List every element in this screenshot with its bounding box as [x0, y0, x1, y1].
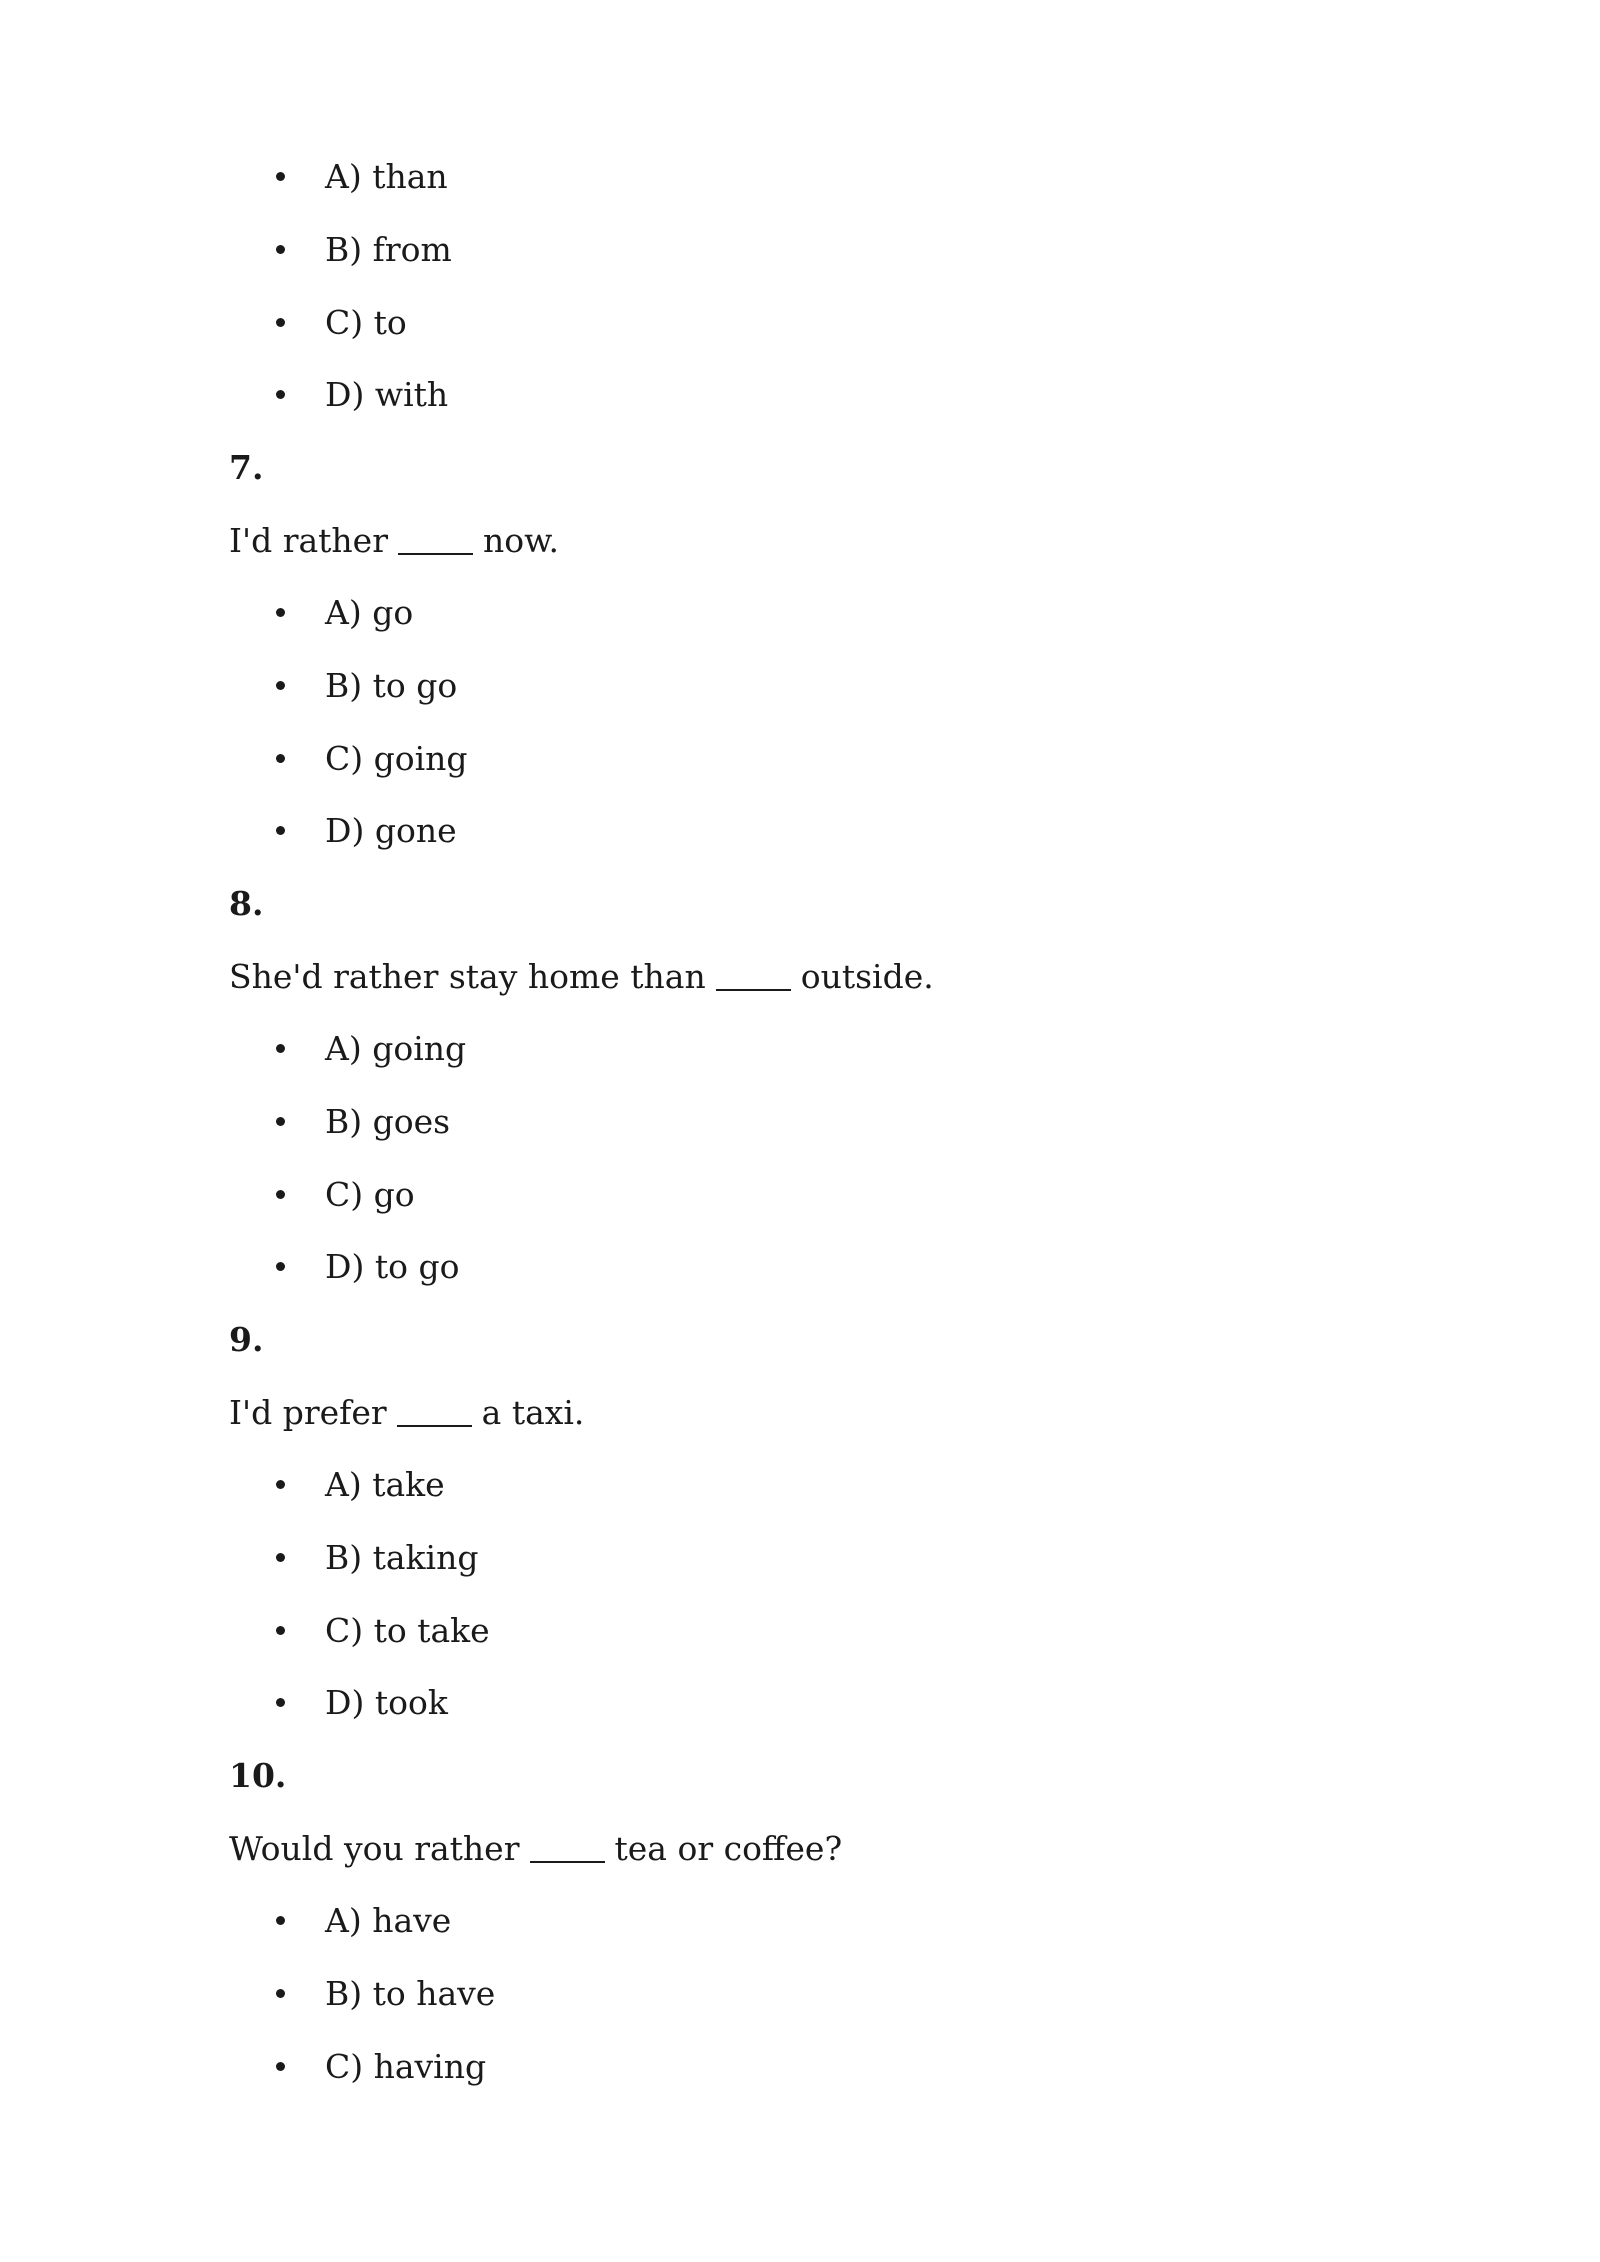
option-label: C) to	[325, 302, 407, 342]
bullet-icon	[276, 1262, 285, 1271]
bullet-icon	[276, 1044, 285, 1053]
question-number: 10.	[229, 1755, 287, 1795]
bullet-icon	[276, 1190, 285, 1199]
answer-blank	[716, 961, 791, 991]
bullet-icon	[276, 681, 285, 690]
option-label: D) took	[325, 1682, 448, 1722]
option-label: C) having	[325, 2046, 487, 2086]
bullet-icon	[276, 608, 285, 617]
list-item	[0, 800, 1600, 860]
question-text	[0, 946, 1600, 1006]
bullet-icon	[276, 826, 285, 835]
bullet-icon	[276, 1916, 285, 1925]
option-label: A) go	[325, 592, 414, 632]
option-label: A) than	[325, 156, 448, 196]
question-text-after: a taxi.	[481, 1392, 585, 1432]
option-label: A) take	[325, 1464, 445, 1504]
option-label: D) gone	[325, 810, 457, 850]
option-label: B) to go	[325, 665, 458, 705]
question-text	[0, 1818, 1600, 1878]
option-label: D) to go	[325, 1246, 460, 1286]
bullet-icon	[276, 1989, 285, 1998]
bullet-icon	[276, 172, 285, 181]
list-item	[0, 1600, 1600, 1660]
list-item	[0, 655, 1600, 715]
answer-blank	[398, 525, 473, 555]
answer-blank	[397, 1397, 472, 1427]
option-label: C) go	[325, 1174, 415, 1214]
option-label: B) from	[325, 229, 452, 269]
bullet-icon	[276, 1480, 285, 1489]
bullet-icon	[276, 318, 285, 327]
option-label: D) with	[325, 374, 449, 414]
question-number: 9.	[229, 1319, 264, 1359]
question-number: 7.	[229, 447, 264, 487]
list-item	[0, 1890, 1600, 1950]
option-label: A) have	[325, 1900, 452, 1940]
bullet-icon	[276, 754, 285, 763]
question-text-before: Would you rather	[229, 1828, 520, 1868]
list-item	[0, 1164, 1600, 1224]
question-text	[0, 1382, 1600, 1442]
list-item	[0, 2036, 1600, 2096]
option-label: B) to have	[325, 1973, 496, 2013]
bullet-icon	[276, 1117, 285, 1126]
list-item	[0, 146, 1600, 206]
question-text-after: outside.	[800, 956, 934, 996]
list-item	[0, 1527, 1600, 1587]
option-label: A) going	[325, 1028, 467, 1068]
bullet-icon	[276, 390, 285, 399]
answer-blank	[530, 1833, 605, 1863]
list-item	[0, 219, 1600, 279]
list-item	[0, 582, 1600, 642]
list-item	[0, 1018, 1600, 1078]
question-text-before: I'd rather	[229, 520, 388, 560]
bullet-icon	[276, 245, 285, 254]
list-item	[0, 1963, 1600, 2023]
question-text-before: She'd rather stay home than	[229, 956, 706, 996]
question-text-after: now.	[483, 520, 559, 560]
question-number: 8.	[229, 883, 264, 923]
option-label: C) to take	[325, 1610, 490, 1650]
list-item	[0, 1672, 1600, 1732]
option-label: C) going	[325, 738, 468, 778]
list-item	[0, 1454, 1600, 1514]
list-item	[0, 364, 1600, 424]
question-text	[0, 510, 1600, 570]
list-item	[0, 1091, 1600, 1151]
bullet-icon	[276, 1626, 285, 1635]
list-item	[0, 1236, 1600, 1296]
bullet-icon	[276, 1698, 285, 1707]
list-item	[0, 728, 1600, 788]
option-label: B) goes	[325, 1101, 451, 1141]
option-label: B) taking	[325, 1537, 479, 1577]
question-text-before: I'd prefer	[229, 1392, 387, 1432]
bullet-icon	[276, 2062, 285, 2071]
list-item	[0, 292, 1600, 352]
bullet-icon	[276, 1553, 285, 1562]
question-text-after: tea or coffee?	[614, 1828, 843, 1868]
